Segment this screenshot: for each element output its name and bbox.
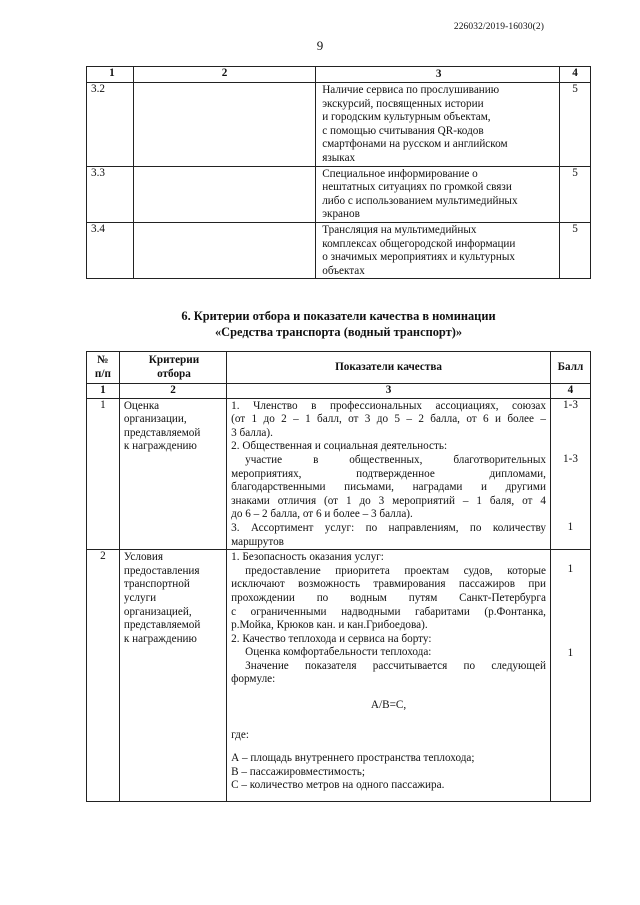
criteria-line: организации, [123,413,187,426]
indicator-line: комплексах общегородской информации [322,237,516,250]
table-row [87,222,591,278]
criteria-line: к награждению [123,632,197,645]
formula-definition: С – количество метров на одного пассажира. [231,779,445,792]
indicator-line: (от 1 до 2 – 1 балл, от 3 до 5 – 2 балла, от 6 и более – [231,413,546,426]
indicator-cell [316,83,560,167]
indicator-line: Специальное информирование о [322,167,478,180]
document-id: 226032/2019-16030(2) [453,22,544,32]
criteria-cell [119,398,226,550]
table-row [87,166,591,222]
indicator-line: формуле: [231,673,276,686]
indicator-line: Оценка комфортабельности теплохода: [245,646,432,659]
empty-criteria-cell [133,166,315,222]
indicator-line: экранов [322,208,360,221]
header-number-line-2: п/п [94,367,111,380]
indicator-line: либо с использованием мультимедийных [322,194,518,207]
col-number-3: 3 [227,384,551,399]
criteria-line: предоставления [123,564,200,577]
indicator-line: экскурсий, посвященных истории [322,97,484,110]
indicator-line: 3 балла). [231,426,273,439]
col-number-2: 2 [119,384,226,399]
indicator-cell [227,398,551,550]
score-value: 1 [567,520,574,533]
indicator-line: языках [322,151,356,164]
row-number: 3.4 [87,222,134,278]
indicator-line: с ограниченными надводными габаритами (р.Фонтанка, [231,605,546,618]
criteria-line: представляемой [123,619,201,632]
indicator-line: р.Мойка, Крюков кан. и кан.Грибоедова). [231,619,428,632]
indicator-line: нештатных ситуациях по громкой связи [322,181,512,194]
criteria-table-continued [86,66,591,279]
page-number: 9 [316,38,324,53]
indicator-line: Наличие сервиса по прослушиванию [322,84,500,96]
col-header-3: 3 [316,67,560,83]
col-header-4: 4 [560,67,591,83]
score-cell: 5 [560,222,591,278]
indicator-line: 3. Ассортимент услуг: по направлениям, по количеству [231,521,546,534]
indicator-line: знаками отличия (от 1 до 3 мероприятий – 1 баля, от 4 [231,494,546,507]
table-row [87,83,591,167]
formula-definition: В – пассажировместимость; [231,765,365,778]
indicator-line: участие в общественных, благотворительных [245,453,546,466]
header-indicators: Показатели качества [227,352,551,384]
col-number-4: 4 [550,384,590,399]
row-number: 3.2 [87,83,134,167]
score-cell: 5 [560,83,591,167]
indicator-line: 1. Безопасность оказания услуг: [231,551,384,564]
indicator-line: объектах [322,264,365,277]
criteria-line: организацией, [123,605,192,618]
score-cell [550,398,590,550]
row-number: 1 [87,398,120,550]
criteria-line: транспортной [123,578,190,591]
section-title [86,308,591,340]
header-number-line-1: № [97,353,109,366]
row-number: 2 [87,550,120,802]
indicator-line: и городским культурным объектам, [322,111,491,124]
formula: А/В=С, [370,699,407,712]
score-value: 1 [567,646,574,659]
score-cell: 5 [560,166,591,222]
criteria-line: Оценка [123,399,160,412]
indicator-cell [227,550,551,802]
empty-criteria-cell [133,222,315,278]
indicator-line: прохождении по водным путям Санкт-Петербурга [231,591,546,604]
col-number-1: 1 [87,384,120,399]
score-value: 1 [567,563,574,576]
header-criteria [119,352,226,384]
col-header-2: 2 [133,67,315,83]
indicator-line: Трансляция на мультимедийных [322,223,477,236]
spacer [231,742,546,752]
indicator-cell [316,222,560,278]
section-title-line-1: 6. Критерии отбора и показатели качества в номинации [181,309,496,323]
criteria-line: к награждению [123,440,197,453]
indicator-line: 1. Членство в профессиональных ассоциациях, союзах [231,399,546,412]
indicator-line: предоставление приоритета проектам судов, которые [245,564,546,577]
column-number-row [87,384,591,399]
formula-where: где: [231,728,249,741]
indicator-line: о значимых мероприятиях и культурных [322,251,515,264]
table-header-row [87,67,591,83]
score-cell [550,550,590,802]
table-header-row [87,352,591,384]
water-transport-criteria-table [86,351,591,802]
indicator-line: мероприятиях, подтвержденное дипломами, [231,467,546,480]
score-value: 1-3 [563,453,578,466]
indicator-line: благодарственными письмами, наградами и другими [231,481,546,494]
formula-definition: А – площадь внутреннего пространства теплохода; [231,752,475,765]
indicator-line: маршрутов [231,535,284,548]
indicator-cell [316,166,560,222]
table-row [87,550,591,802]
score-value: 1-3 [563,398,578,411]
header-criteria-line-1: Критерии [148,354,200,367]
indicator-line: 2. Общественная и социальная деятельность: [231,440,448,453]
criteria-line: представляемой [123,426,201,439]
criteria-line: услуги [123,591,157,604]
col-header-1: 1 [87,67,134,83]
indicator-line: с помощью считывания QR-кодов [322,124,484,137]
indicator-line: исключают возможность травмирования пассажиров при [231,578,546,591]
section-title-line-2: «Средства транспорта (водный транспорт)» [214,325,463,339]
criteria-cell [119,550,226,802]
row-number: 3.3 [87,166,134,222]
indicator-line: 2. Качество теплохода и сервиса на борту: [231,632,432,645]
table-row [87,398,591,550]
header-criteria-line-2: отбора [157,368,191,380]
header-number [87,352,120,384]
indicator-line: Значение показателя рассчитывается по следующей [245,659,546,672]
indicator-line: до 6 – 2 балла, от 6 и более – 3 балла). [231,508,413,521]
header-score: Балл [550,352,590,384]
empty-criteria-cell [133,83,315,167]
indicator-line: смартфонами на русском и английском [322,138,508,151]
criteria-line: Условия [123,551,163,564]
